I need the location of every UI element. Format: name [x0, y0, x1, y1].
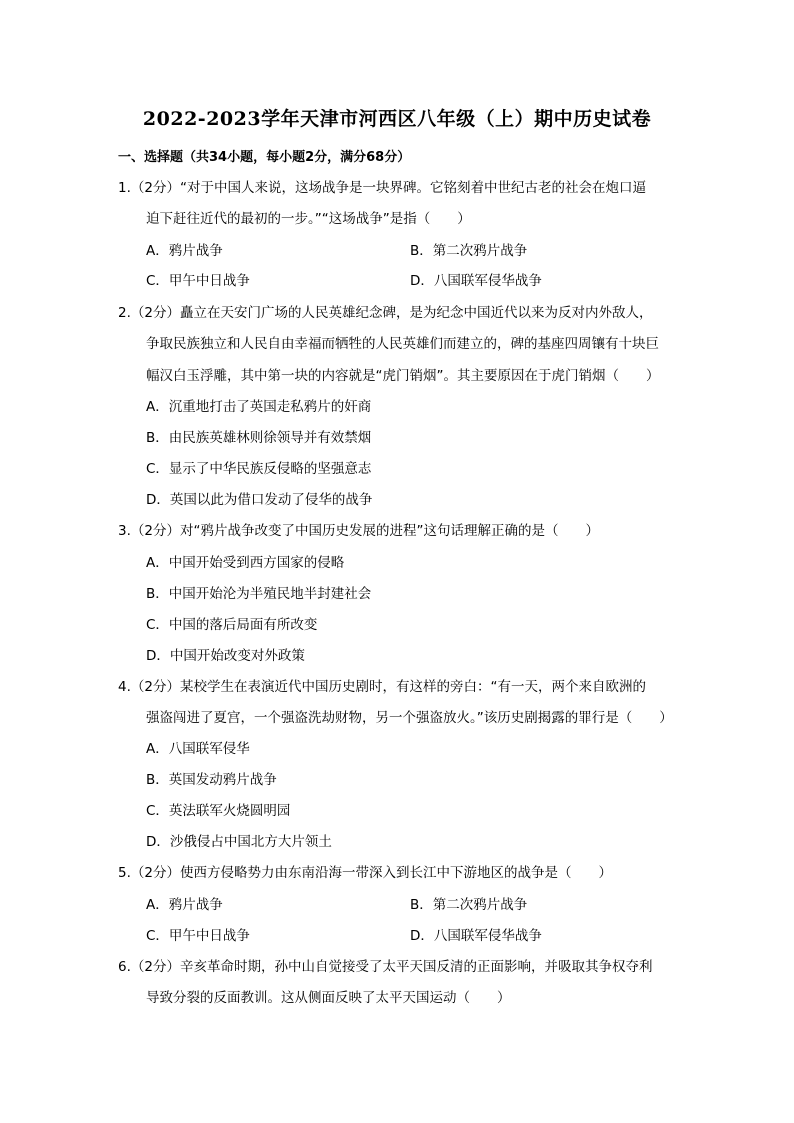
question-2-option-c: C．显示了中华民族反侵略的坚强意志 — [146, 461, 372, 477]
section-heading: 一、选择题（共34小题，每小题2分，满分68分） — [118, 150, 411, 165]
question-5-option-c: C．甲午中日战争 — [146, 928, 250, 944]
question-3-option-c: C．中国的落后局面有所改变 — [146, 617, 318, 633]
question-3-option-a: A．中国开始受到西方国家的侵略 — [146, 555, 345, 571]
question-5-option-a: A．鸦片战争 — [146, 897, 223, 913]
question-3-line-1: 3.（2分）对“鸦片战争改变了中国历史发展的进程”这句话理解正确的是（ ） — [118, 523, 599, 539]
page-title: 2022-2023学年天津市河西区八年级（上）期中历史试卷 — [142, 108, 652, 130]
question-2-option-b: B．由民族英雄林则徐领导并有效禁烟 — [146, 430, 372, 446]
question-5-line-1: 5.（2分）使西方侵略势力由东南沿海一带深入到长江中下游地区的战争是（ ） — [118, 865, 612, 881]
question-2-line-3: 幅汉白玉浮雕，其中第一块的内容就是“虎门销烟”。其主要原因在于虎门销烟（ ） — [146, 368, 660, 384]
question-1-line-2: 迫下赶往近代的最初的一步。”“这场战争”是指（ ） — [146, 211, 471, 227]
question-2-line-2: 争取民族独立和人民自由幸福而牺牲的人民英雄们而建立的，碑的基座四周镶有十块巨 — [146, 336, 659, 352]
question-1-option-c: C．甲午中日战争 — [146, 273, 250, 289]
question-5-option-b: B．第二次鸦片战争 — [410, 897, 528, 913]
question-4-line-1: 4.（2分）某校学生在表演近代中国历史剧时，有这样的旁白：“有一天，两个来自欧洲的 — [118, 679, 646, 695]
question-6-line-1: 6.（2分）辛亥革命时期，孙中山自觉接受了太平天国反清的正面影响，并吸取其争权夺利 — [118, 959, 653, 975]
question-2-option-d: D．英国以此为借口发动了侵华的战争 — [146, 492, 373, 508]
question-4-option-d: D．沙俄侵占中国北方大片领土 — [146, 834, 332, 850]
question-3-option-b: B．中国开始沦为半殖民地半封建社会 — [146, 586, 372, 602]
question-1-line-1: 1.（2分）“对于中国人来说，这场战争是一块界碑。它铭刻着中世纪古老的社会在炮口逼 — [118, 180, 646, 196]
question-2-option-a: A．沉重地打击了英国走私鸦片的奸商 — [146, 399, 372, 415]
question-4-option-a: A．八国联军侵华 — [146, 741, 250, 757]
question-4-line-2: 强盗闯进了夏宫，一个强盗洗劫财物，另一个强盗放火。”该历史剧揭露的罪行是（ ） — [146, 710, 673, 726]
question-3-option-d: D．中国开始改变对外政策 — [146, 648, 305, 664]
question-1-option-d: D．八国联军侵华战争 — [410, 273, 542, 289]
question-4-option-b: B．英国发动鸦片战争 — [146, 772, 277, 788]
question-2-line-1: 2.（2分）矗立在天安门广场的人民英雄纪念碑，是为纪念中国近代以来为反对内外敌人， — [118, 305, 653, 321]
question-1-option-b: B．第二次鸦片战争 — [410, 243, 528, 259]
question-6-line-2: 导致分裂的反面教训。这从侧面反映了太平天国运动（ ） — [146, 990, 511, 1006]
question-4-option-c: C．英法联军火烧圆明园 — [146, 803, 291, 819]
question-5-option-d: D．八国联军侵华战争 — [410, 928, 542, 944]
question-1-option-a: A．鸦片战争 — [146, 243, 223, 259]
